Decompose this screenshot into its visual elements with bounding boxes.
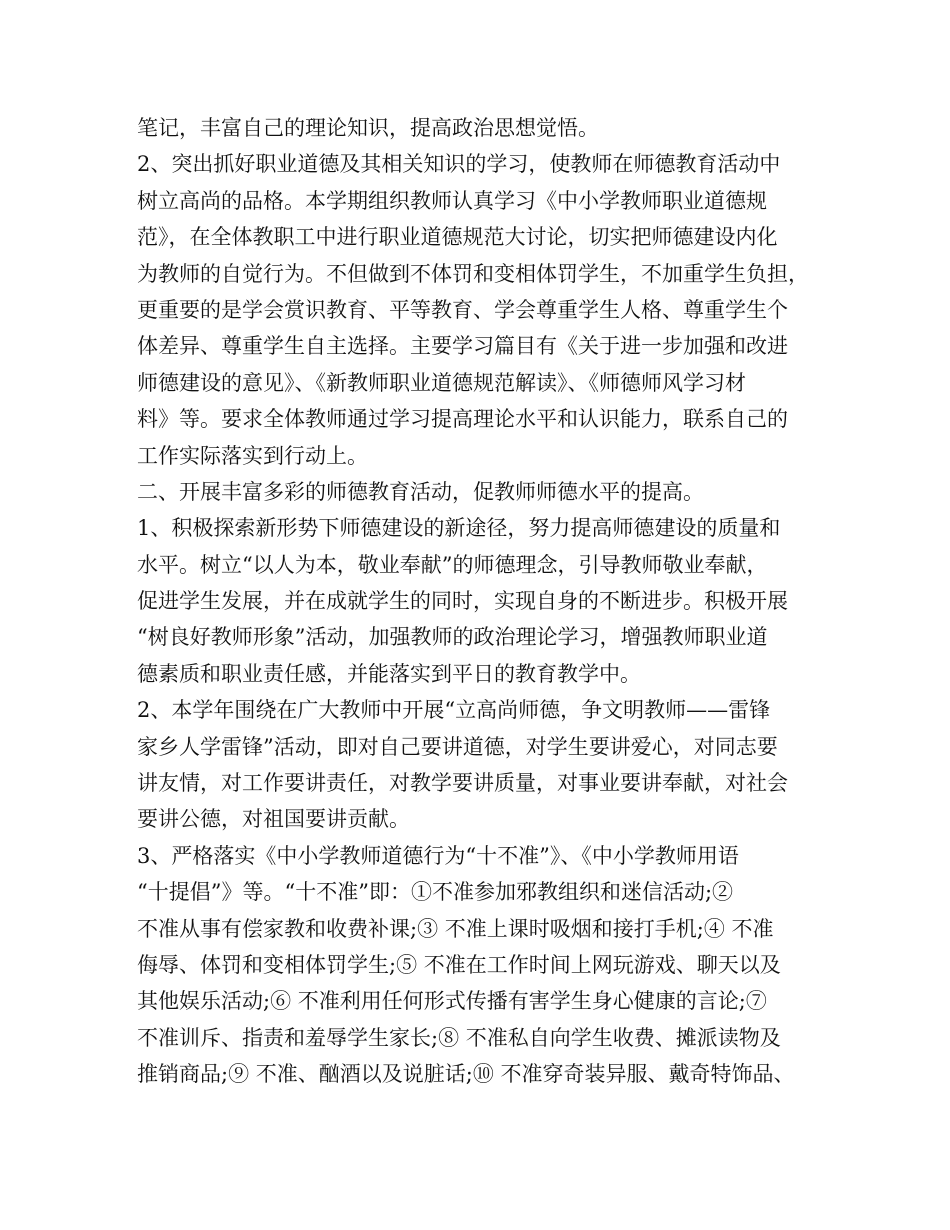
section-heading: 二、开展丰富多彩的师德教育活动，促教师师德水平的提高。 — [137, 479, 704, 504]
text-line: 促进学生发展，并在成就学生的同时，实现自身的不断进步。积极开展 — [137, 589, 788, 614]
text-line: 笔记，丰富自己的理论知识，提高政治思想觉悟。 — [137, 116, 599, 140]
text-line: 2、突出抓好职业道德及其相关知识的学习，使教师在师德教育活动中 — [137, 152, 781, 177]
text-line: “树良好教师形象”活动，加强教师的政治理论学习，增强教师职业道 — [137, 625, 768, 650]
text-line: 为教师的自觉行为。不但做到不体罚和变相体罚学生，不加重学生负担， — [137, 261, 809, 286]
text-line: 侮辱、体罚和变相体罚学生;⑤ 不准在工作时间上网玩游戏、聊天以及 — [137, 952, 781, 977]
text-line: 讲友情，对工作要讲责任，对教学要讲质量，对事业要讲奉献，对社会 — [137, 771, 788, 796]
text-line: 工作实际落实到行动上。 — [137, 443, 368, 468]
text-line: 要讲公德，对祖国要讲贡献。 — [137, 807, 410, 832]
text-line: 不准从事有偿家教和收费补课;③ 不准上课时吸烟和接打手机;④ 不准 — [137, 916, 774, 941]
text-line: “十提倡”》等。“十不准”即：①不准参加邪教组织和迷信活动;② — [137, 880, 734, 905]
text-line: 推销商品;⑨ 不准、酗酒以及说脏话;⑩ 不准穿奇装异服、戴奇特饰品、 — [137, 1062, 795, 1087]
text-line: 树立高尚的品格。本学期组织教师认真学习《中小学教师职业道德规 — [137, 188, 767, 213]
text-line: 家乡人学雷锋”活动，即对自己要讲道德，对学生要讲爱心，对同志要 — [137, 734, 778, 759]
text-line: 体差异、尊重学生自主选择。主要学习篇目有《关于进一步加强和改进 — [137, 334, 788, 359]
text-line: 其他娱乐活动;⑥ 不准利用任何形式传播有害学生身心健康的言论;⑦ — [137, 989, 767, 1014]
text-line: 2、本学年围绕在广大教师中开展“立高尚师德，争文明教师——雷锋 — [137, 698, 771, 723]
text-line: 师德建设的意见》、《新教师职业道德规范解读》、《师德师风学习材 — [137, 370, 746, 395]
text-line: 不准训斥、指责和羞辱学生家长;⑧ 不准私自向学生收费、摊派读物及 — [137, 1025, 781, 1050]
document-body — [137, 110, 827, 1093]
text-line: 3、严格落实《中小学教师道德行为“十不准”》、《中小学教师用语 — [137, 843, 739, 868]
text-line: 水平。树立“以人为本，敬业奉献”的师德理念，引导教师敬业奉献， — [137, 552, 768, 577]
text-line: 料》等。要求全体教师通过学习提高理论水平和认识能力，联系自己的 — [137, 407, 788, 432]
text-line: 德素质和职业责任感，并能落实到平日的教育教学中。 — [137, 661, 641, 686]
text-line: 1、积极探索新形势下师德建设的新途径，努力提高师德建设的质量和 — [137, 516, 781, 541]
text-line: 更重要的是学会赏识教育、平等教育、学会尊重学生人格、尊重学生个 — [137, 297, 788, 322]
text-line: 范》，在全体教职工中进行职业道德规范大讨论，切实把师德建设内化 — [137, 225, 778, 250]
